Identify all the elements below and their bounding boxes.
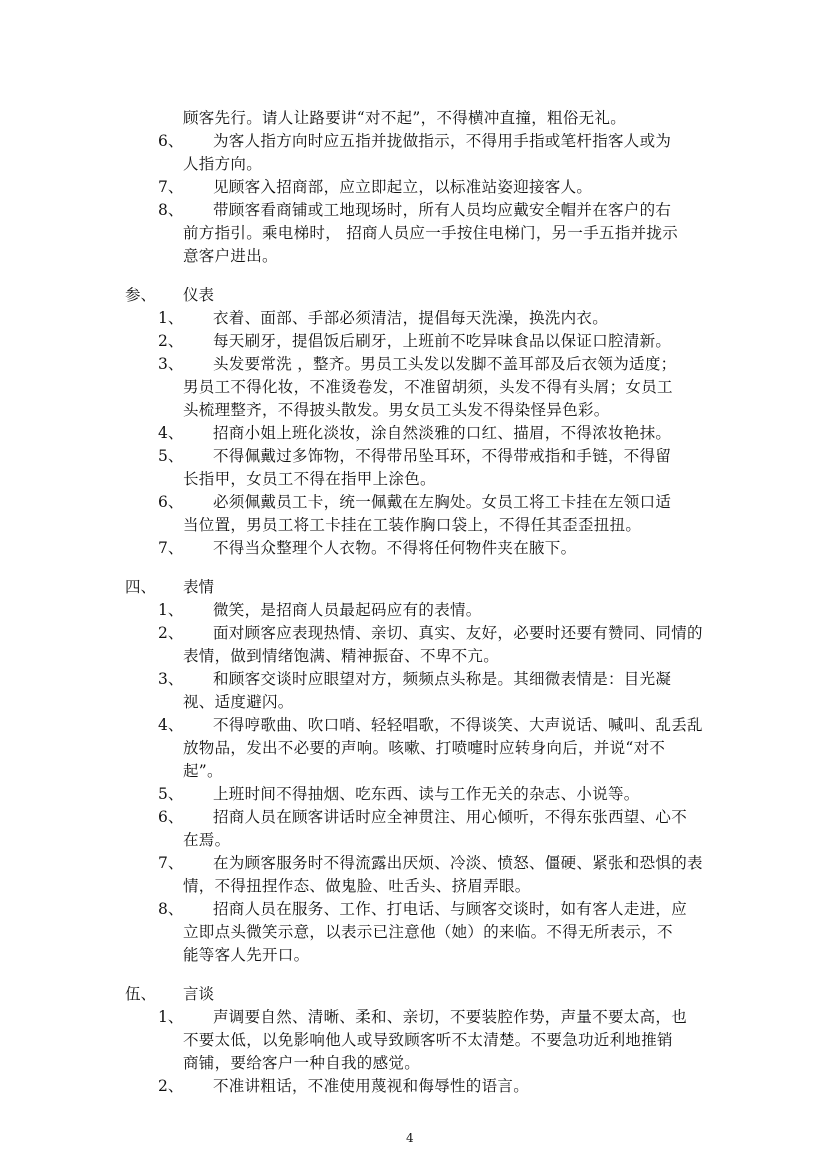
section-number: 伍、 — [125, 985, 157, 1003]
list-item-line: 人指方向。 — [183, 155, 263, 173]
list-item-number: 1、 — [158, 601, 184, 619]
list-item-line: 视、适度避闪。 — [183, 693, 294, 711]
list-item-line: 微笑，是招商人员最起码应有的表情。 — [213, 601, 482, 619]
section-title: 仪表 — [183, 286, 215, 304]
list-item-line: 每天刷牙，提倡饭后刷牙，上班前不吃异味食品以保证口腔清新。 — [213, 332, 672, 350]
continuation-line: 顾客先行。请人让路要讲“对不起”，不得横冲直撞，粗俗无礼。 — [183, 109, 627, 127]
list-item-number: 7、 — [158, 854, 184, 872]
list-item-number: 8、 — [158, 900, 184, 918]
list-item-number: 7、 — [158, 178, 184, 196]
list-item-line: 能等客人先开口。 — [183, 946, 310, 964]
list-item-number: 2、 — [158, 624, 184, 642]
list-item-line: 不准讲粗话，不准使用蔑视和侮辱性的语言。 — [213, 1077, 530, 1095]
list-item-line: 面对顾客应表现热情、亲切、真实、友好，必要时还要有赞同、同情的 — [213, 624, 703, 642]
list-item-line: 商铺，要给客户一种自我的感觉。 — [183, 1054, 421, 1072]
list-item-number: 6、 — [158, 808, 184, 826]
list-item-line: 起”。 — [183, 762, 223, 780]
list-item-line: 衣着、面部、手部必须清洁，提倡每天洗澡，换洗内衣。 — [213, 309, 609, 327]
list-item-number: 3、 — [158, 670, 184, 688]
list-item-number: 5、 — [158, 447, 184, 465]
list-item-number: 8、 — [158, 201, 184, 219]
list-item-line: 头发要常洗 ，整齐。男员工头发以发脚不盖耳部及后衣领为适度； — [213, 355, 677, 373]
list-item-line: 情，不得扭捏作态、做鬼脸、吐舌头、挤眉弄眼。 — [183, 877, 531, 895]
list-item-number: 4、 — [158, 716, 184, 734]
list-item-line: 和顾客交谈时应眼望对方，频频点头称是。其细微表情是：目光凝 — [213, 670, 672, 688]
list-item-number: 1、 — [158, 1008, 184, 1026]
list-item-line: 当位置，男员工将工卡挂在工装作胸口袋上，不得任其歪歪扭扭。 — [183, 516, 642, 534]
list-item-line: 带顾客看商铺或工地现场时，所有人员均应戴安全帽并在客户的右 — [213, 201, 672, 219]
section-title: 表情 — [183, 578, 215, 596]
section-number: 四、 — [125, 578, 157, 596]
list-item-number: 6、 — [158, 132, 184, 150]
list-item-line: 不得佩戴过多饰物，不得带吊坠耳环，不得带戒指和手链，不得留 — [213, 447, 672, 465]
list-item-line: 头梳理整齐，不得披头散发。男女员工头发不得染怪异色彩。 — [183, 401, 610, 419]
list-item-line: 表情，做到情绪饱满、精神振奋、不卑不亢。 — [183, 647, 500, 665]
list-item-number: 5、 — [158, 785, 184, 803]
list-item-number: 2、 — [158, 1077, 184, 1095]
list-item-line: 男员工不得化妆，不准烫卷发，不准留胡须，头发不得有头屑；女员工 — [183, 378, 673, 396]
list-item-line: 长指甲，女员工不得在指甲上涂色。 — [183, 470, 436, 488]
list-item-line: 意客户进出。 — [183, 247, 278, 265]
list-item-line: 前方指引。乘电梯时， 招商人员应一手按住电梯门，另一手五指并拢示 — [183, 224, 679, 242]
list-item-line: 在焉。 — [183, 831, 231, 849]
list-item-line: 不要太低，以免影响他人或导致顾客听不太清楚。不要急功近利地推销 — [183, 1031, 673, 1049]
section-number: 参、 — [125, 286, 157, 304]
page-number: 4 — [406, 1131, 414, 1145]
list-item-number: 3、 — [158, 355, 184, 373]
list-item-number: 2、 — [158, 332, 184, 350]
list-item-number: 4、 — [158, 424, 184, 442]
list-item-line: 在为顾客服务时不得流露出厌烦、冷淡、愤怒、僵硬、紧张和恐惧的表 — [213, 854, 703, 872]
list-item-line: 招商人员在顾客讲话时应全神贯注、用心倾听，不得东张西望、心不 — [213, 808, 688, 826]
section-title: 言谈 — [183, 985, 215, 1003]
list-item-number: 1、 — [158, 309, 184, 327]
list-item-line: 见顾客入招商部，应立即起立，以标准站姿迎接客人。 — [213, 178, 593, 196]
list-item-line: 招商人员在服务、工作、打电话、与顾客交谈时，如有客人走进，应 — [213, 900, 688, 918]
list-item-line: 必须佩戴员工卡，统一佩戴在左胸处。女员工将工卡挂在左领口适 — [213, 493, 672, 511]
list-item-line: 招商小姐上班化淡妆，涂自然淡雅的口红、描眉，不得浓妆艳抹。 — [213, 424, 672, 442]
list-item-line: 声调要自然、清晰、柔和、亲切，不要装腔作势，声量不要太高，也 — [213, 1008, 688, 1026]
list-item-line: 上班时间不得抽烟、吃东西、读与工作无关的杂志、小说等。 — [213, 785, 640, 803]
list-item-number: 7、 — [158, 539, 184, 557]
list-item-line: 放物品，发出不必要的声响。咳嗽、打喷嚏时应转身向后，并说“对不 — [183, 739, 666, 757]
list-item-number: 6、 — [158, 493, 184, 511]
list-item-line: 不得哼歌曲、吹口哨、轻轻唱歌，不得谈笑、大声说话、喊叫、乱丢乱 — [213, 716, 703, 734]
list-item-line: 不得当众整理个人衣物。不得将任何物件夹在腋下。 — [213, 539, 577, 557]
list-item-line: 立即点头微笑示意，以表示已注意他（她）的来临。不得无所表示，不 — [183, 923, 673, 941]
list-item-line: 为客人指方向时应五指并拢做指示，不得用手指或笔杆指客人或为 — [213, 132, 672, 150]
